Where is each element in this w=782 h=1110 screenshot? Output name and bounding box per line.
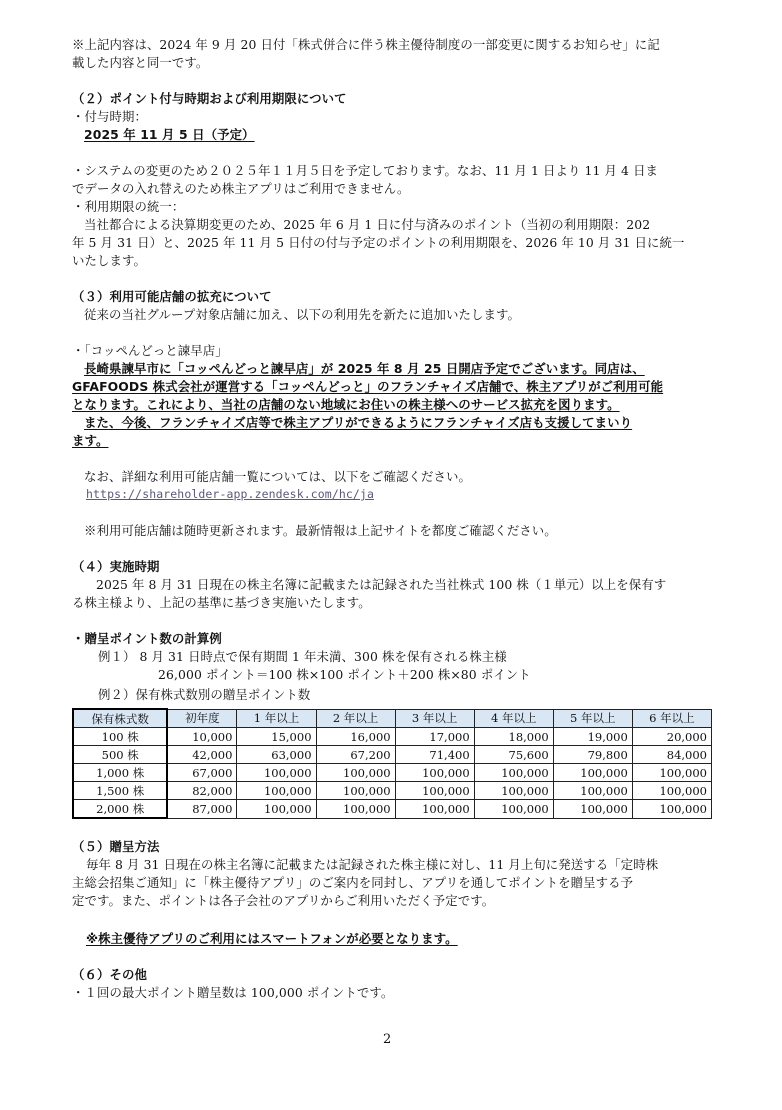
table-row: [73, 800, 712, 819]
section-4-title: （４）実施時期: [72, 559, 160, 574]
table-cell: 100,000: [632, 800, 711, 819]
page-number: 2: [383, 1032, 392, 1047]
new-store-line-2: GFAFOODS 株式会社が運営する「コッペんどっと」のフランチャイズ店舗で、株主アプリがご利用可能: [72, 379, 664, 394]
table-header: 3 年以上: [395, 709, 474, 728]
table-cell: 100,000: [474, 782, 553, 800]
table-cell: 500 株: [73, 746, 167, 764]
section-5-title: （５）贈呈方法: [72, 839, 160, 854]
system-change-line-1: ・システムの変更のため２０２５年１１月５日を予定しております。なお、11 月 1 日より 11 月 4 日ま: [72, 163, 659, 178]
gift-method-line-1: 毎年 8 月 31 日現在の株主名簿に記載または記録された株主様に対し、11 月上旬に発送する「定時株: [86, 857, 659, 872]
table-cell: 16,000: [316, 728, 395, 746]
table-cell: 100,000: [316, 800, 395, 819]
table-cell: 100,000: [553, 800, 632, 819]
table-cell: 1,500 株: [73, 782, 167, 800]
implementation-line-1: 2025 年 8 月 31 日現在の株主名簿に記載または記録された当社株式 100 株（１単元）以上を保有す: [96, 577, 667, 592]
system-change-line-2: でデータの入れ替えのため株主アプリはご利用できません。: [72, 181, 410, 196]
new-store-line-1: 長崎県諫早市に「コッペんどっと諫早店」が 2025 年 8 月 25 日開店予定でございます。同店は、: [84, 361, 645, 376]
new-store-name: ・「コッペんどっと諫早店」: [72, 343, 228, 358]
table-cell: 100,000: [632, 764, 711, 782]
smartphone-required-note: ※株主優待アプリのご利用にはスマートフォンが必要となります。: [86, 931, 458, 946]
table-cell: 67,000: [167, 764, 237, 782]
new-store-line-5: ます。: [72, 433, 109, 448]
example-1: 例１） 8 月 31 日時点で保有期間 1 年未満、300 株を保有される株主様: [98, 649, 507, 664]
table-row: [73, 764, 712, 782]
table-cell: 87,000: [167, 800, 237, 819]
grant-timing-label: ・付与時期：: [72, 109, 147, 124]
store-update-note: ※利用可能店舗は随時更新されます。最新情報は上記サイトを都度ご確認ください。: [84, 523, 557, 538]
section-6-title: （６）その他: [72, 967, 147, 982]
expiry-line-3: いたします。: [72, 253, 146, 268]
note-line-2: 載した内容と同一です。: [72, 55, 209, 70]
table-cell: 100,000: [474, 800, 553, 819]
table-cell: 17,000: [395, 728, 474, 746]
calculation-example-title: ・贈呈ポイント数の計算例: [72, 631, 222, 646]
store-list-link[interactable]: https://shareholder-app.zendesk.com/hc/ja: [86, 487, 374, 501]
table-cell: 100,000: [395, 764, 474, 782]
table-row: [73, 782, 712, 800]
store-list-note: なお、詳細な利用可能店舗一覧については、以下をご確認ください。: [84, 469, 471, 484]
store-expansion-intro: 従来の当社グループ対象店舗に加え、以下の利用先を新たに追加いたします。: [84, 307, 520, 322]
table-row: [73, 746, 712, 764]
gift-method-line-2: 主総会招集ご通知」に「株主優待アプリ」のご案内を同封し、アプリを通してポイントを贈呈する予: [72, 875, 634, 890]
table-cell: 2,000 株: [73, 800, 167, 819]
table-cell: 15,000: [237, 728, 316, 746]
table-cell: 100 株: [73, 728, 167, 746]
table-header: 4 年以上: [474, 709, 553, 728]
table-cell: 19,000: [553, 728, 632, 746]
table-row: [73, 728, 712, 746]
table-header: 5 年以上: [553, 709, 632, 728]
max-points-note: ・１回の最大ポイント贈呈数は 100,000 ポイントです。: [72, 985, 394, 1000]
table-cell: 100,000: [395, 782, 474, 800]
example-1-formula: 26,000 ポイント＝100 株×100 ポイント＋200 株×80 ポイント: [158, 667, 531, 682]
expiry-line-1: 当社都合による決算期変更のため、2025 年 6 月 1 日に付与済みのポイント（当初の利用期限：202: [84, 217, 651, 232]
expiry-unify-label: ・利用期限の統一：: [72, 199, 185, 214]
note-line-1: ※上記内容は、2024 年 9 月 20 日付「株式併合に伴う株主優待制度の一部変更に関するお知らせ」に記: [72, 37, 660, 52]
table-cell: 100,000: [316, 764, 395, 782]
section-3-title: （３）利用可能店舗の拡充について: [72, 289, 272, 304]
table-cell: 100,000: [553, 764, 632, 782]
table-cell: 10,000: [167, 728, 237, 746]
table-cell: 20,000: [632, 728, 711, 746]
new-store-line-4: また、今後、フランチャイズ店等で株主アプリができるようにフランチャイズ店も支援してまいり: [84, 415, 633, 430]
table-cell: 67,200: [316, 746, 395, 764]
implementation-line-2: る株主様より、上記の基準に基づき実施いたします。: [72, 595, 371, 610]
table-header: 1 年以上: [237, 709, 316, 728]
table-header: 6 年以上: [632, 709, 711, 728]
table-header-row: [73, 709, 712, 728]
table-header: 初年度: [167, 709, 237, 728]
example-2: 例２）保有株式数別の贈呈ポイント数: [98, 687, 311, 702]
table-cell: 82,000: [167, 782, 237, 800]
table-cell: 100,000: [632, 782, 711, 800]
table-cell: 100,000: [553, 782, 632, 800]
table-cell: 1,000 株: [73, 764, 167, 782]
table-header: 保有株式数: [73, 709, 167, 728]
section-2-title: （２）ポイント付与時期および利用期限について: [72, 91, 347, 106]
expiry-line-2: 年 5 月 31 日）と、2025 年 11 月 5 日付の付与予定のポイントの利用期限を、2026 年 10 月 31 日に統一: [72, 235, 685, 250]
table-cell: 79,800: [553, 746, 632, 764]
table-cell: 18,000: [474, 728, 553, 746]
table-cell: 100,000: [316, 782, 395, 800]
table-cell: 100,000: [237, 800, 316, 819]
table-cell: 42,000: [167, 746, 237, 764]
table-cell: 71,400: [395, 746, 474, 764]
gift-method-line-3: 定です。また、ポイントは各子会社のアプリからご利用いただく予定です。: [72, 893, 495, 908]
table-cell: 100,000: [395, 800, 474, 819]
table-header: 2 年以上: [316, 709, 395, 728]
table-cell: 100,000: [237, 764, 316, 782]
table-cell: 100,000: [237, 782, 316, 800]
table-cell: 75,600: [474, 746, 553, 764]
table-cell: 84,000: [632, 746, 711, 764]
table-cell: 100,000: [474, 764, 553, 782]
points-table: [72, 708, 712, 819]
new-store-line-3: となります。これにより、当社の店舗のない地域にお住いの株主様へのサービス拡充を図ります。: [72, 397, 620, 412]
grant-date: 2025 年 11 月 5 日（予定）: [84, 127, 255, 142]
table-cell: 63,000: [237, 746, 316, 764]
